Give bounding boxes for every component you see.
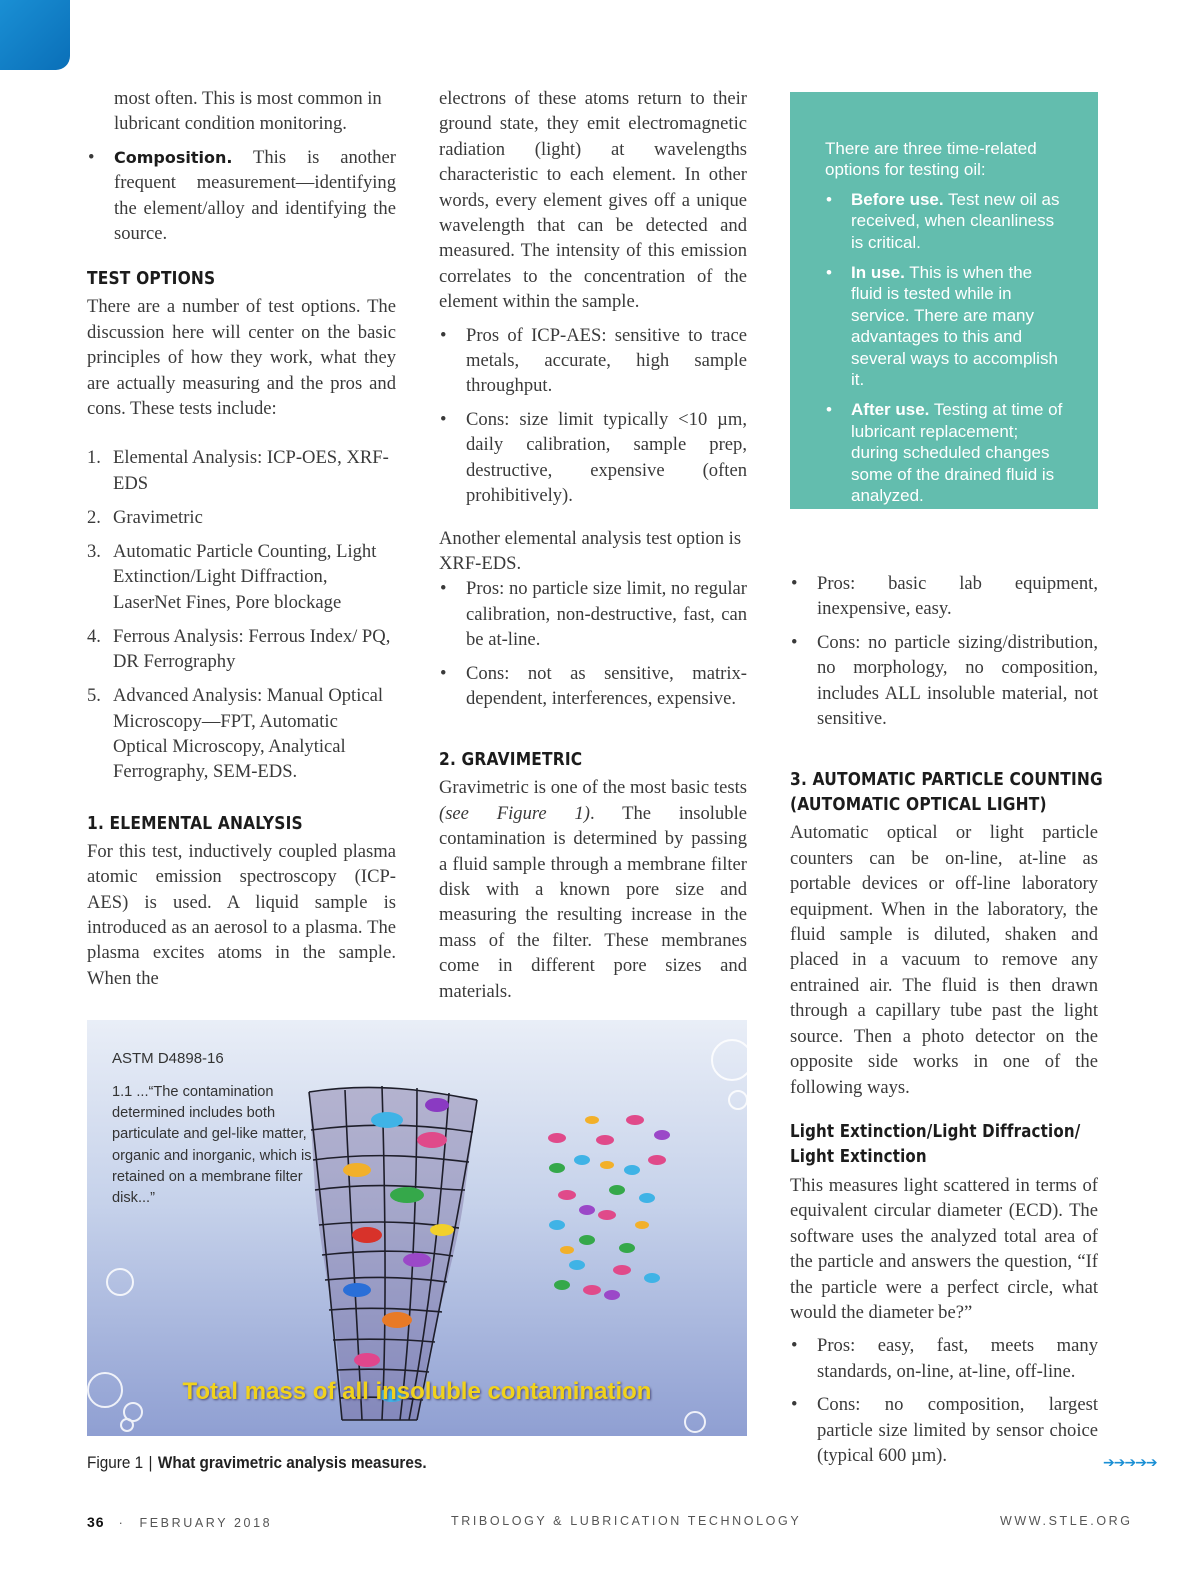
issue-date: FEBRUARY 2018 [139,1516,273,1530]
le-text: This measures light scattered in terms of equivalent circular diameter (ECD). The software uses the analyzed total area of the particle and answers the question, “If the particle were a perfect circle, what would the diameter be?” [790,1174,1098,1323]
continued-paragraph: electrons of these atoms return to their ground state, they emit electromagnetic radiation (light) at wavelengths characteristic to each element. In other words, every element gives off a unique wavelength that can be detected and measured. The intensity of this emission correlates to the concentration of the element within the sample. [439,88,747,313]
figure-reference: (see Figure 1) [439,802,590,824]
icp-pros: • Pros of ICP-AES: sensitive to trace metals, accurate, high sample throughput. [439,323,747,399]
sidebar-item-lead: Before use. [851,189,944,209]
sidebar-list [825,189,1068,507]
le-cons: • Cons: no composition, largest particle size limited by sensor choice (typical 600 µm). [790,1392,1098,1468]
sidebar-item-lead: In use. [851,263,905,283]
apc-heading-line2: (AUTOMATIC OPTICAL LIGHT) [790,794,1047,816]
list-text: Advanced Analysis: Manual Optical Microscopy—FPT, Automatic Optical Microscopy, Analytical Ferrography, SEM-EDS. [113,685,384,783]
continue-arrows-icon: ➔➔➔➔➔ [1103,1455,1157,1471]
elemental-text: For this test, inductively coupled plasma atomic emission spectroscopy (ICP-AES) is used. A liquid sample is introduced as an aerosol to a plasma. The plasma excites atoms in the sample. When the [87,840,396,989]
test-options-list [87,445,396,784]
xrf-pros: • Pros: no particle size limit, no regular calibration, non-destructive, fast, can be at-line. [439,576,747,652]
list-item [87,539,396,615]
list-text: Automatic Particle Counting, Light Extinction/Light Diffraction, LaserNet Fines, Pore blockage [113,540,377,613]
sidebar-item-before [825,189,1068,253]
xrf-intro: Another elemental analysis test option is XRF-EDS. [439,527,742,574]
page-number: 36 [87,1514,105,1530]
sidebar-item-text: Testing at time of lubricant replacement; during scheduled changes some of the drained fluid is analyzed. [851,400,1063,506]
figure-banner: Total mass of all insoluble contamination [182,1378,652,1405]
magazine-title: TRIBOLOGY & LUBRICATION TECHNOLOGY [451,1514,802,1528]
fish-swarm-icon [548,1115,670,1300]
caption-separator: | [148,1453,153,1472]
footer-page-info [87,1514,272,1530]
figure-caption [87,1453,427,1473]
list-number: 5. [87,685,101,707]
sidebar-item-text: This is when the fluid is tested while in service. There are many advantages to this and several ways to accomplish it. [851,263,1058,390]
list-number: 3. [87,540,101,562]
footer-dot: · [118,1516,126,1530]
list-item [87,683,396,785]
gravimetric-text-b: . The insoluble contamination is determined by passing a fluid sample through a membrane filter disk with a known pore size and measuring the resulting increase in the mass of the filter. These membranes come in different pore sizes and materials. [439,802,747,1002]
apc-heading-line1: 3. AUTOMATIC PARTICLE COUNTING [790,769,1103,791]
gravimetric-cons: • Cons: no particle sizing/distribution, no morphology, no composition, includes ALL insoluble material, not sensitive. [790,630,1098,732]
net-icon [309,1086,477,1420]
list-item [87,505,396,530]
gravimetric-text [439,775,747,1004]
xrf-cons: • Cons: not as sensitive, matrix-dependent, interferences, expensive. [439,661,747,712]
le-pros: • Pros: easy, fast, meets many standards, on-line, at-line, off-line. [790,1333,1098,1384]
composition-text: This is another frequent measurement—identifying the element/alloy and identifying the source. [114,146,396,245]
sidebar-item-lead: After use. [851,400,930,420]
le-heading-line2: Light Extinction [790,1146,927,1167]
column-right [790,571,1103,1468]
composition-bullet [87,145,396,247]
column-middle [439,86,747,1004]
figure-quote: 1.1 ...“The contamination determined includes both particulate and gel-like matter, organic and inorganic, which is retained on a membrane filter disk...” [112,1084,312,1207]
composition-list [87,145,396,247]
list-text: Ferrous Analysis: Ferrous Index/ PQ, DR Ferrography [113,625,391,673]
test-options-intro: There are a number of test options. The discussion here will center on the basic principles of how they work, what they are actually measuring and the pros and cons. These tests include: [87,296,396,420]
caption-title: What gravimetric analysis measures. [157,1453,427,1472]
list-item [87,445,396,496]
column-left [87,86,396,991]
corner-color-tab [0,0,70,70]
list-text: Gravimetric [113,506,203,528]
sidebar-intro: There are three time-related options for testing oil: [825,139,1037,180]
list-text: Elemental Analysis: ICP-OES, XRF-EDS [113,447,389,494]
icp-pros-cons [439,323,747,509]
continued-paragraph: most often. This is most common in lubricant condition monitoring. [114,88,382,135]
list-number: 4. [87,625,101,647]
gravimetric-pros-cons [790,571,1098,731]
xrf-pros-cons [439,576,747,711]
apc-text: Automatic optical or light particle counters can be on-line, at-line as portable devices or off-line laboratory equipment. When in the laboratory, the fluid sample is diluted, shaken and placed in a vacuum to remove any entrained air. The fluid is then drawn through a capillary tube past the light source. Then a photo detector on the opposite side works in one of the following ways. [790,822,1098,1098]
icp-cons: • Cons: size limit typically <10 µm, daily calibration, sample prep, destructive, expensive (often prohibitively). [439,407,747,509]
le-heading-line1: Light Extinction/Light Diffraction/ [790,1121,1081,1142]
gravimetric-text-a: Gravimetric is one of the most basic tests [439,777,747,799]
le-pros-cons [790,1333,1098,1468]
sidebar-item-after [825,399,1068,506]
gravimetric-figure [87,1020,747,1436]
time-options-sidebar [790,92,1098,509]
list-item [87,624,396,675]
test-options-heading: TEST OPTIONS [87,268,216,290]
website-link[interactable]: WWW.STLE.ORG [1000,1514,1133,1528]
gravimetric-pros: • Pros: basic lab equipment, inexpensive, easy. [790,571,1098,622]
composition-lead: Composition. [114,147,233,167]
sidebar-item-in [825,262,1068,390]
sidebar-item-text: Test new oil as received, when cleanliness is critical. [851,189,1060,252]
figure-standard-label: ASTM D4898-16 [112,1050,224,1067]
gravimetric-heading: 2. GRAVIMETRIC [439,749,583,771]
list-number: 2. [87,506,101,528]
elemental-heading: 1. ELEMENTAL ANALYSIS [87,812,303,834]
caption-label: Figure 1 [87,1453,144,1472]
list-number: 1. [87,447,101,469]
